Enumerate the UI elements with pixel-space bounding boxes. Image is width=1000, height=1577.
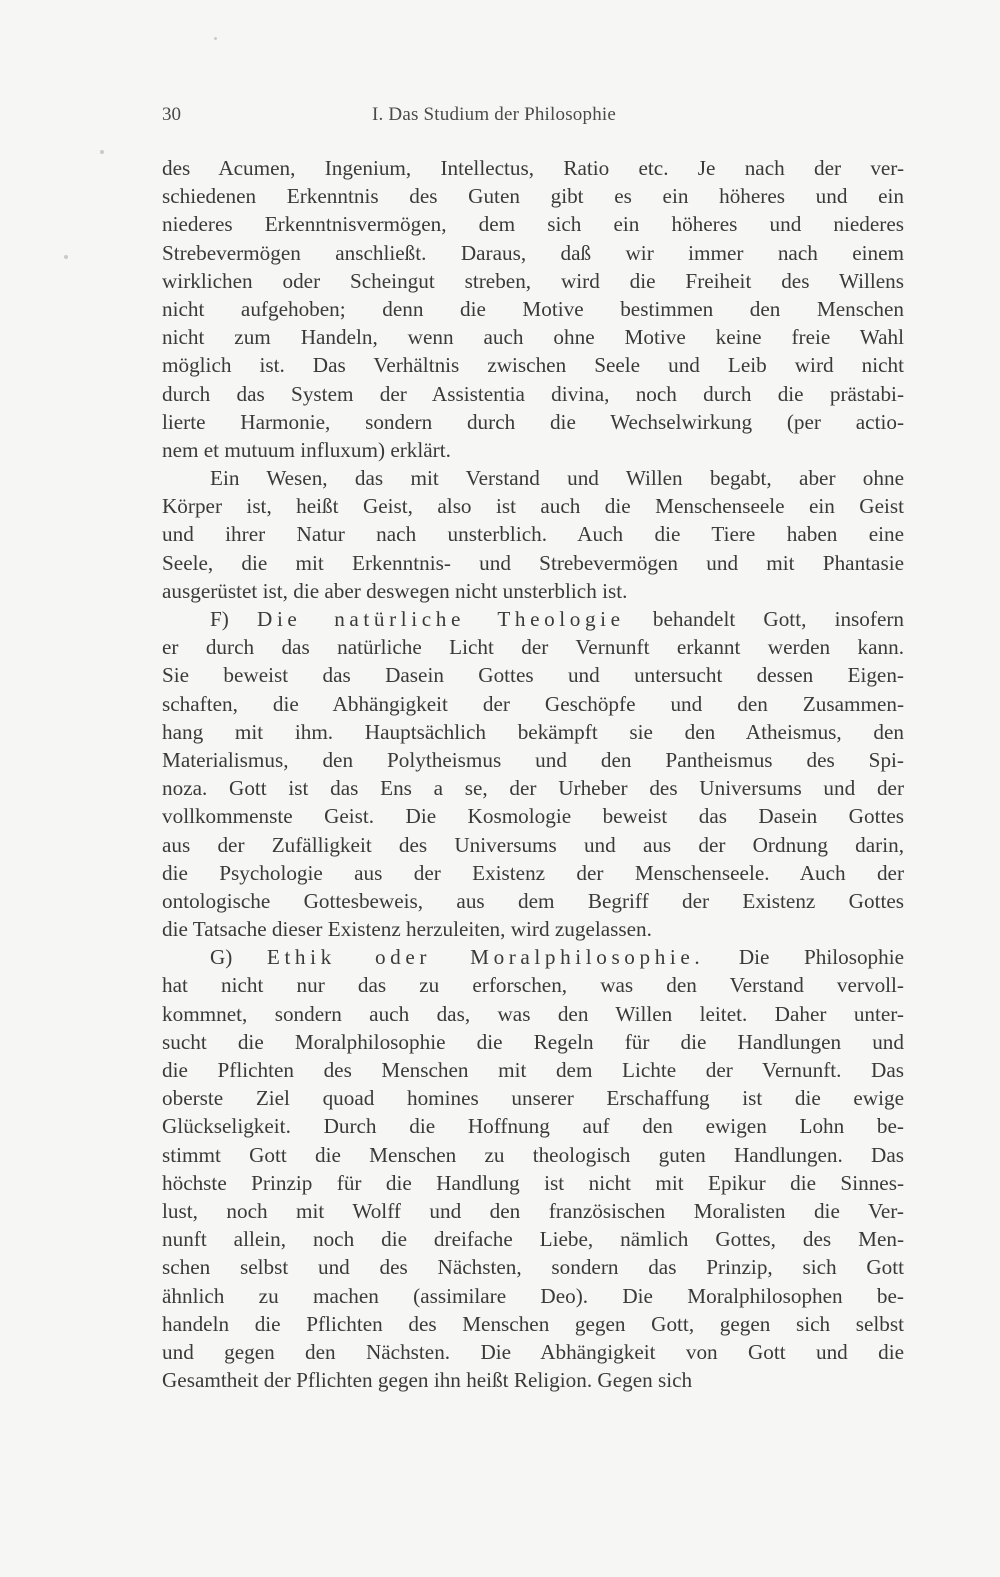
text-line: hang mit ihm. Hauptsächlich bekämpft sie den Atheismus, den	[162, 719, 904, 744]
text-line: schiedenen Erkenntnis des Guten gibt es ein höheres und ein	[162, 184, 904, 209]
section-heading-line	[162, 943, 904, 971]
text-line: nem et mutuum influxum) erklärt.	[162, 437, 451, 462]
text-line: und ihrer Natur nach unsterblich. Auch die Tiere haben eine	[162, 522, 904, 547]
scan-speck	[214, 37, 217, 40]
text-line: nunft allein, noch die dreifache Liebe, nämlich Gottes, des Men-	[162, 1227, 904, 1252]
section-title: Die natürliche Theologie	[257, 607, 625, 631]
text-line: aus der Zufälligkeit des Universums und aus der Ordnung darin,	[162, 832, 904, 857]
text-line: die Psychologie aus der Existenz der Menschenseele. Auch der	[162, 860, 904, 885]
text-line: ähnlich zu machen (assimilare Deo). Die Moralphilosophen be-	[162, 1283, 904, 1308]
text-line: nicht zum Handeln, wenn auch ohne Motive keine freie Wahl	[162, 325, 904, 350]
scan-speck	[64, 255, 68, 259]
text-line: niederes Erkenntnisvermögen, dem sich ein höheres und niederes	[162, 212, 904, 237]
text-line: noza. Gott ist das Ens a se, der Urheber des Universums und der	[162, 776, 904, 801]
text-line: Glückseligkeit. Durch die Hoffnung auf den ewigen Lohn be-	[162, 1114, 904, 1139]
text-line: die Tatsache dieser Existenz herzuleiten, wird zugelassen.	[162, 917, 652, 942]
running-head	[162, 104, 682, 134]
text-line: Gesamtheit der Pflichten gegen ihn heißt Religion. Gegen sich	[162, 1368, 693, 1393]
text-line: hat nicht nur das zu erforschen, was den Verstand vervoll-	[162, 973, 904, 998]
text-line: Ein Wesen, das mit Verstand und Willen begabt, aber ohne	[210, 466, 904, 491]
text-line: vollkommenste Geist. Die Kosmologie beweist das Dasein Gottes	[162, 804, 904, 829]
text-line: wirklichen oder Scheingut streben, wird die Freiheit des Willens	[162, 268, 904, 293]
text-line: oberste Ziel quoad homines unserer Erschaffung ist die ewige	[162, 1086, 904, 1111]
text-line: möglich ist. Das Verhältnis zwischen Seele und Leib wird nicht	[162, 353, 904, 378]
text-line: nicht aufgehoben; denn die Motive bestimmen den Menschen	[162, 296, 904, 321]
text-line: schen selbst und des Nächsten, sondern das Prinzip, sich Gott	[162, 1255, 904, 1280]
text-line: ausgerüstet ist, die aber deswegen nicht unsterblich ist.	[162, 578, 628, 603]
text-line: kommnet, sondern auch das, was den Willen leitet. Daher unter-	[162, 1001, 904, 1026]
page-number: 30	[162, 104, 181, 125]
running-title: I. Das Studium der Philosophie	[372, 104, 617, 125]
text-line: Materialismus, den Polytheismus und den Pantheismus des Spi-	[162, 747, 904, 772]
body-text	[162, 154, 904, 1394]
text-line: lust, noch mit Wolff und den französischen Moralisten die Ver-	[162, 1198, 904, 1223]
section-label: F)	[210, 607, 229, 631]
section-heading-line	[162, 605, 904, 633]
text-line-tail: Die Philosophie	[738, 945, 905, 970]
scan-speck	[100, 150, 104, 154]
text-line: lierte Harmonie, sondern durch die Wechselwirkung (per actio-	[162, 409, 904, 434]
text-line: und gegen den Nächsten. Die Abhängigkeit von Gott und die	[162, 1339, 904, 1364]
text-line: Sie beweist das Dasein Gottes und untersucht dessen Eigen-	[162, 663, 904, 688]
text-line: durch das System der Assistentia divina, noch durch die prästabi-	[162, 381, 904, 406]
text-line: handeln die Pflichten des Menschen gegen Gott, gegen sich selbst	[162, 1311, 904, 1336]
text-line-tail: behandelt Gott, insofern	[652, 607, 905, 631]
text-line: ontologische Gottesbeweis, aus dem Begriff der Existenz Gottes	[162, 888, 904, 913]
text-line: Körper ist, heißt Geist, also ist auch die Menschenseele ein Geist	[162, 494, 904, 519]
text-line: sucht die Moralphilosophie die Regeln für die Handlungen und	[162, 1029, 904, 1054]
text-line: des Acumen, Ingenium, Intellectus, Ratio etc. Je nach der ver-	[162, 156, 904, 180]
section-title: Ethik oder Moralphilosophie.	[266, 945, 705, 970]
text-line: stimmt Gott die Menschen zu theologisch guten Handlungen. Das	[162, 1142, 904, 1167]
text-line: schaften, die Abhängigkeit der Geschöpfe und den Zusammen-	[162, 691, 904, 716]
text-line: höchste Prinzip für die Handlung ist nicht mit Epikur die Sinnes-	[162, 1170, 904, 1195]
text-line: die Pflichten des Menschen mit dem Lichte der Vernunft. Das	[162, 1058, 904, 1082]
text-line: er durch das natürliche Licht der Vernunft erkannt werden kann.	[162, 635, 904, 660]
text-line: Seele, die mit Erkenntnis- und Strebevermögen und mit Phantasie	[162, 550, 904, 575]
section-label: G)	[210, 945, 233, 970]
text-line: Strebevermögen anschließt. Daraus, daß wir immer nach einem	[162, 240, 904, 265]
